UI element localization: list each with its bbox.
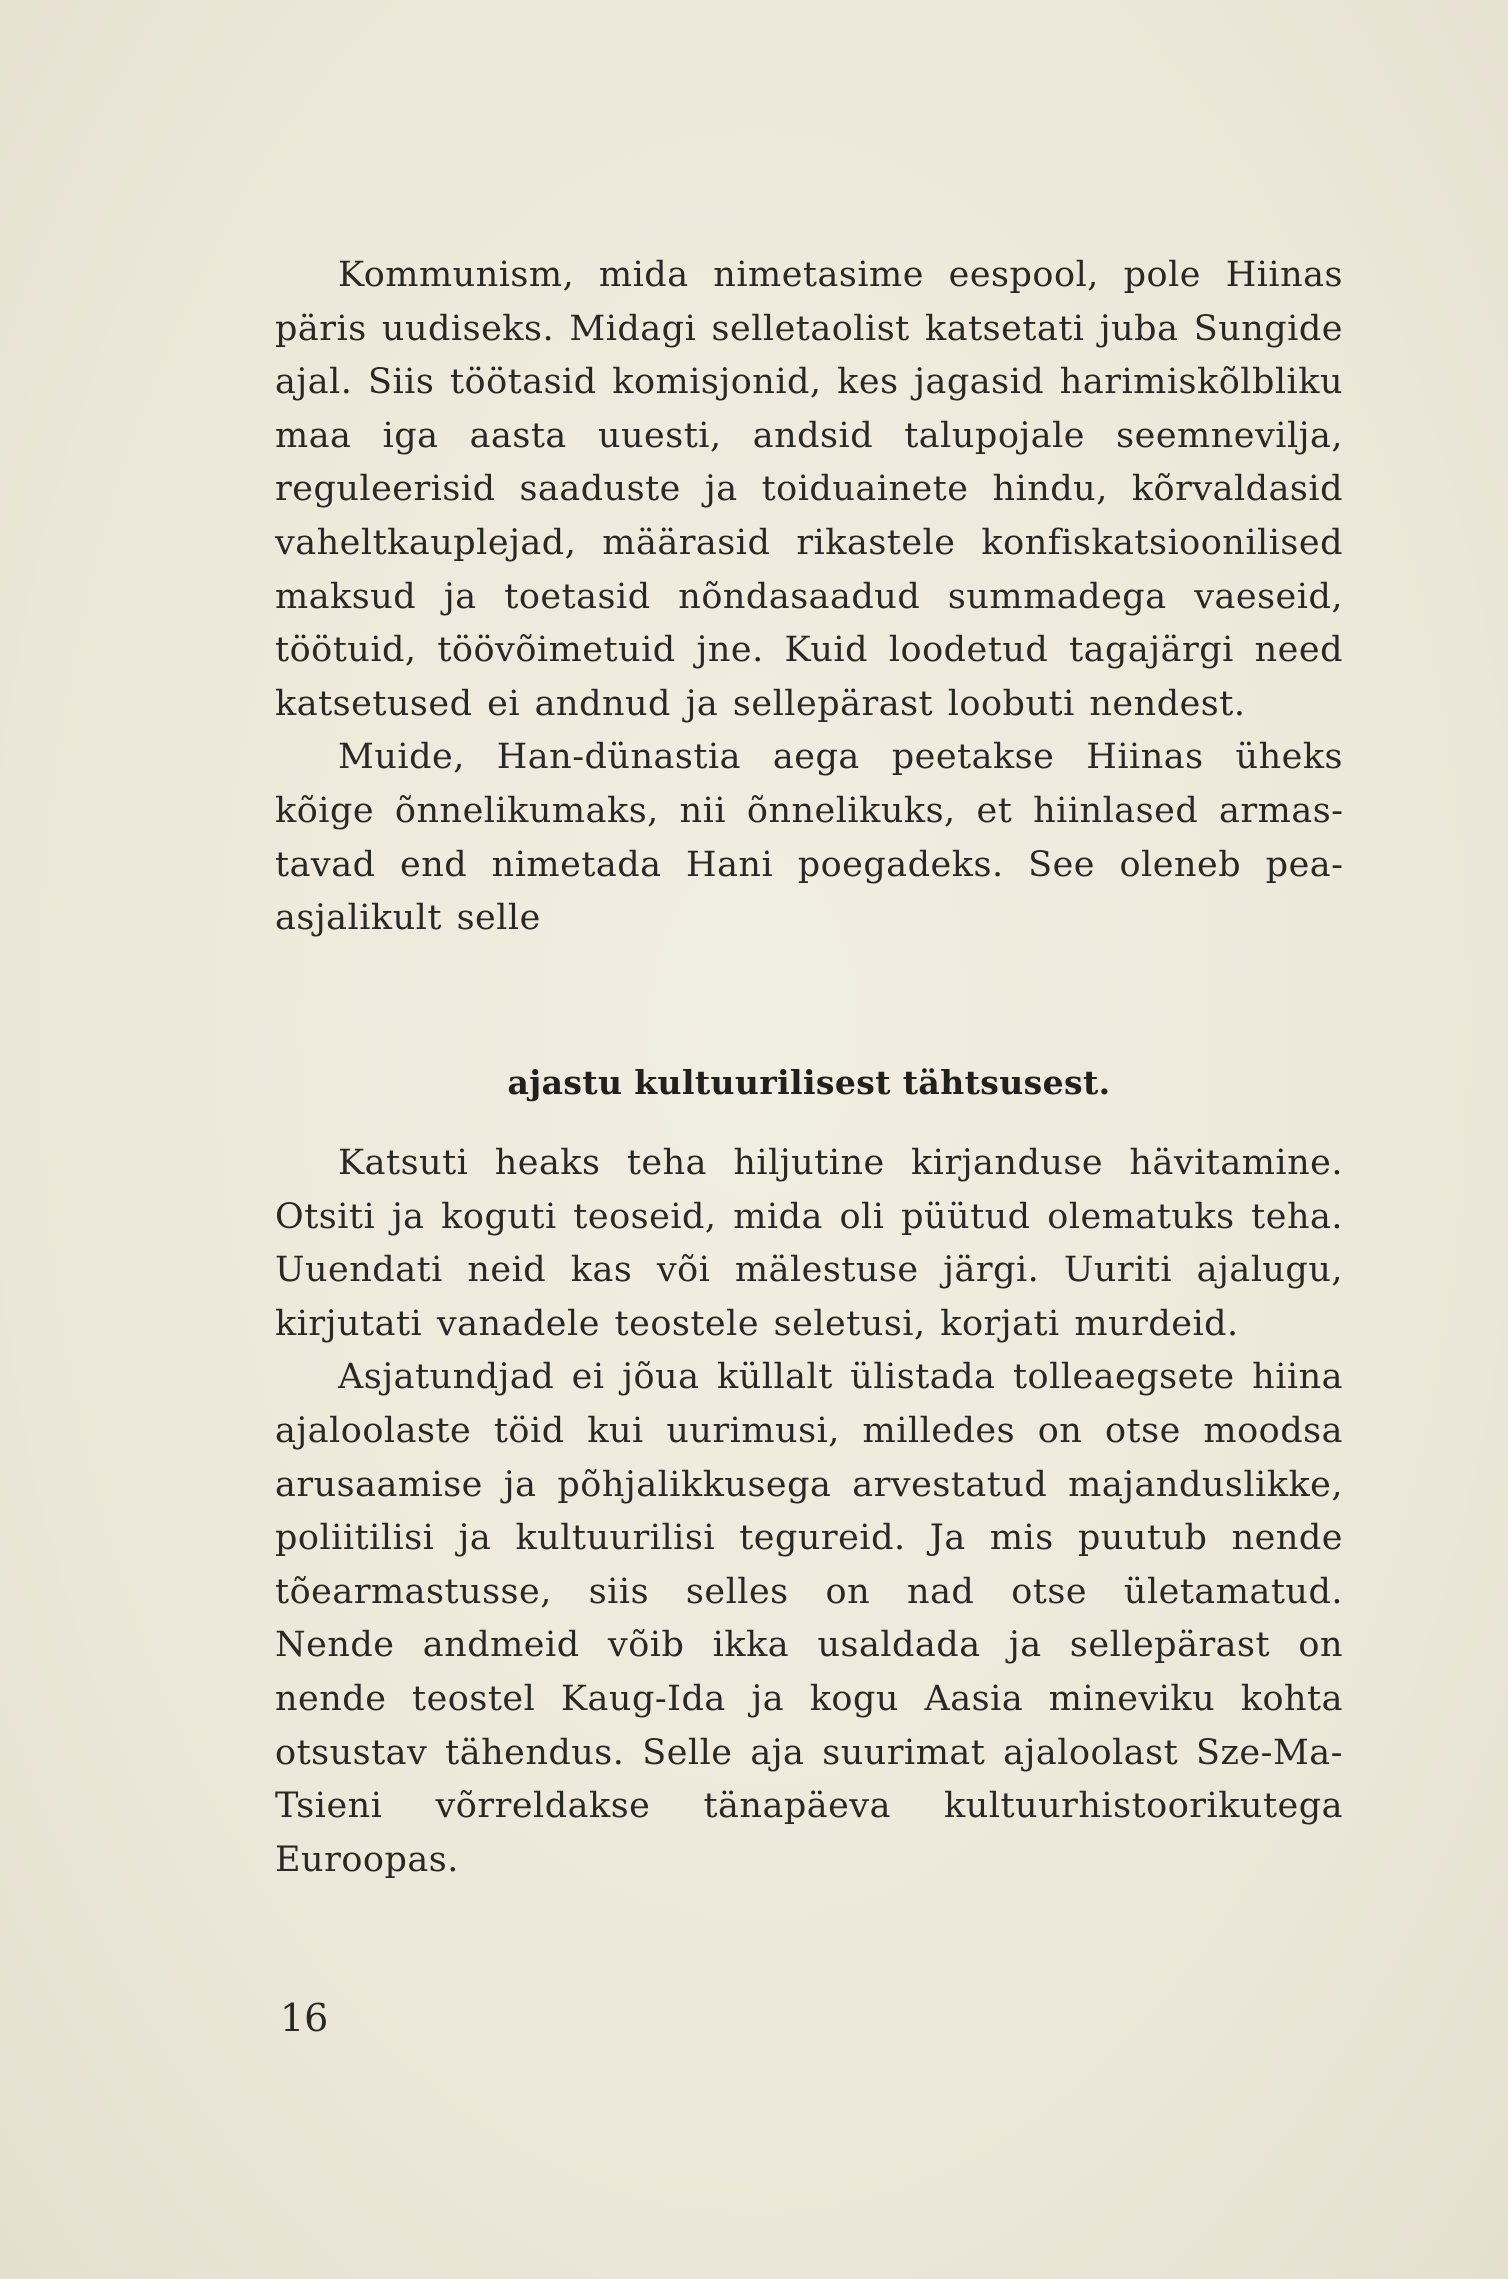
paragraph: Muide, Han-dünastia aega peetakse Hiinas üheks kõige õnnelikumaks, nii õnnelikuks, et hiinlased armastavad end nimetada Hani poegadeks. See oleneb peaasjalikult selle xyxy=(275,737,1343,939)
paragraph: Katsuti heaks teha hiljutine kirjanduse hävitamine. Otsiti ja koguti teoseid, mida oli püütud olematuks teha. Uuendati neid kas või mälestuse järgi. Uuriti ajalugu, kirjutati vanadele teostele seletusi, korjati murdeid. xyxy=(275,1143,1343,1344)
text-section-two xyxy=(275,1137,1343,1887)
page-number: 16 xyxy=(280,1996,329,2040)
text-section-one xyxy=(275,249,1343,946)
paragraph: Asjatundjad ei jõua küllalt ülistada tolleaegsete hiina ajaloolaste töid kui uurimusi, milledes on otse moodsa arusaamise ja põhjalikkusega arvestatud majanduslikke, poliitilisi ja kultuurilisi tegureid. Ja mis puutub nende tõearmastusse, siis selles on nad otse ületamatud. Nende andmeid võib ikka usaldada ja sellepärast on nende teostel Kaug-Ida ja kogu Aasia mineviku kohta otsustav tähendus. Selle aja suurimat ajaloolast Sze-Ma-Tsieni võrreldakse tänapäeva kultuurhistoorikutega Euroopas. xyxy=(275,1357,1343,1880)
paragraph: Kommunism, mida nimetasime eespool, pole Hiinas päris uudiseks. Midagi selletaolist katsetati juba Sungide ajal. Siis töötasid komisjonid, kes jagasid harimiskõlbliku maa iga aasta uuesti, andsid talupojale seemnevilja, reguleerisid saaduste ja toiduainete hindu, kõrvaldasid vaheltkauplejad, määrasid rikastele konfiskatsioonilised maksud ja toetasid nõndasaadud summadega vaeseid, töötuid, töövõimetuid jne. Kuid loodetud tagajärgi need katsetused ei andnud ja sellepärast loobuti nendest. xyxy=(275,255,1343,724)
section-heading: ajastu kultuurilisest tähtsusest. xyxy=(507,1063,1111,1102)
